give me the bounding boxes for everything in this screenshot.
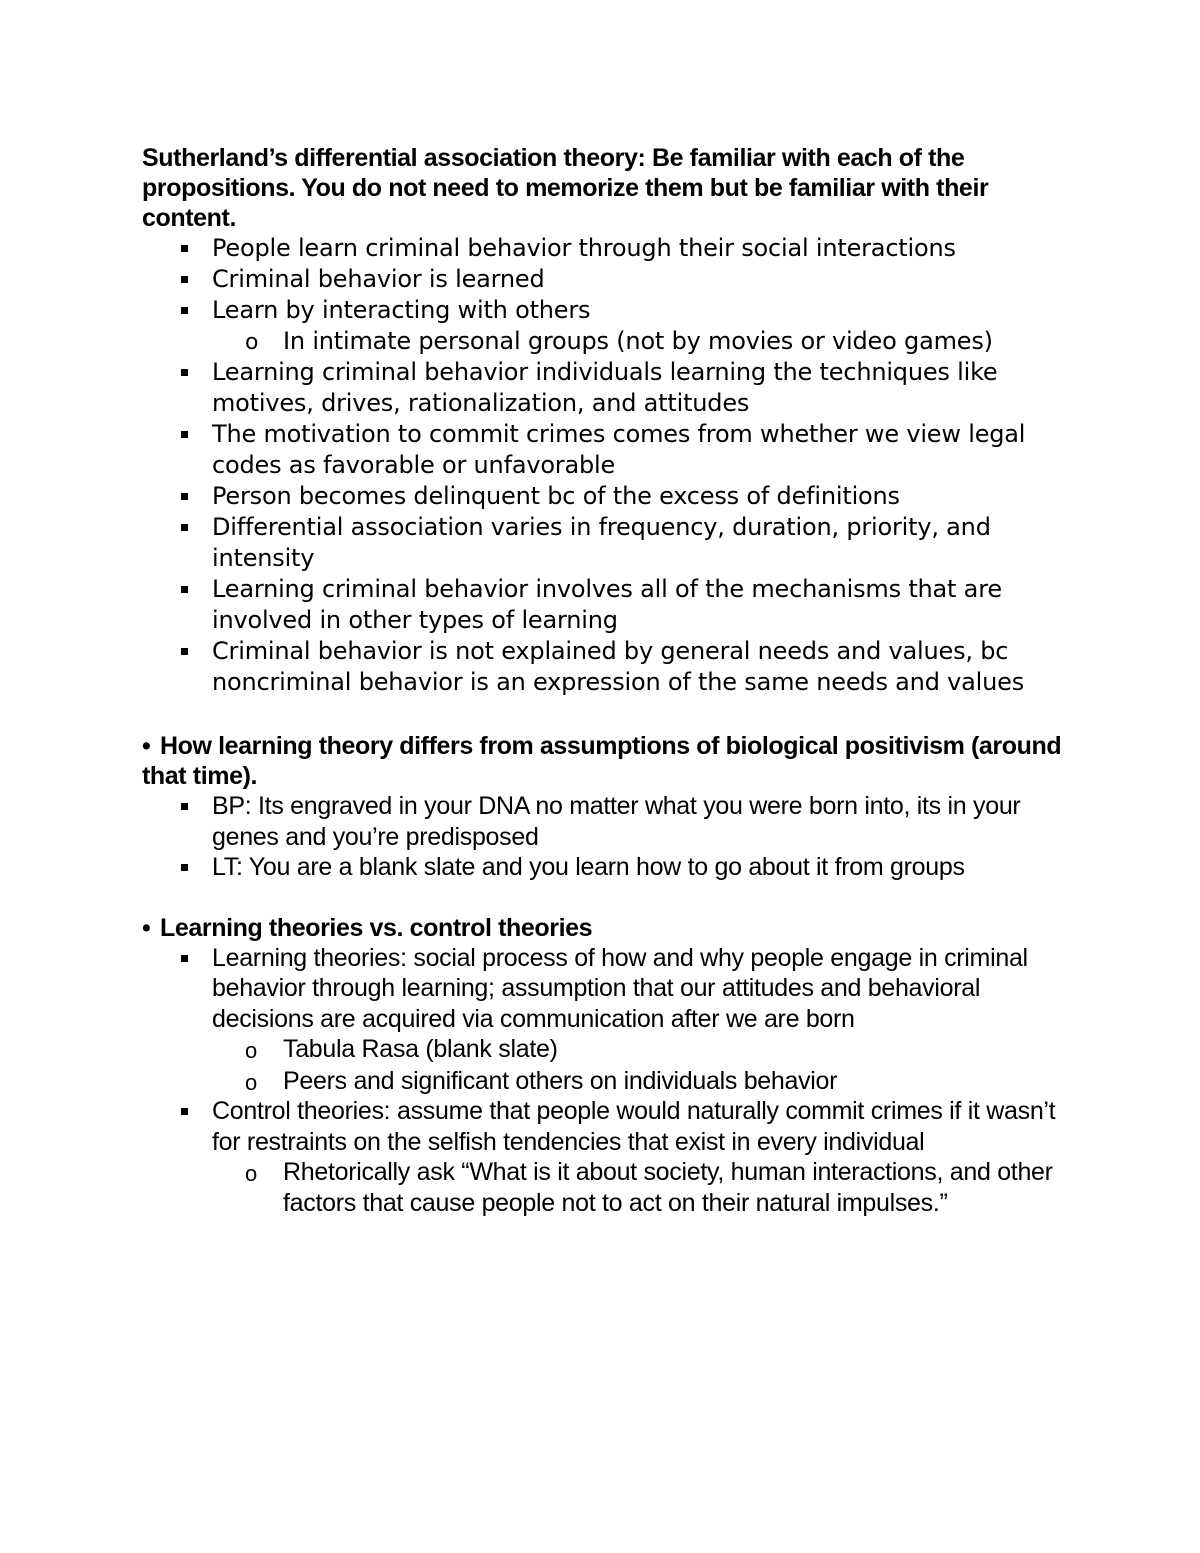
square-bullet-icon [181,586,188,593]
square-bullet-icon [181,955,188,962]
circle-bullet-icon: o [245,1069,257,1095]
section-heading: Sutherland’s differential association theory: Be familiar with each of the propositions. You do not need to memorize them but be familiar with their content. [142,144,989,232]
sub-list-item: o Rhetorically ask “What is it about society, human interactions, and other factors that cause people not to act on their natural impulses.” [245,1158,1053,1217]
circle-bullet-icon: o [245,330,259,355]
proposition-list [142,233,1072,698]
square-bullet-icon [181,431,188,438]
heading-bullet-icon: • [142,913,151,942]
list-item: Control theories: assume that people would naturally commit crimes if it wasn’t for restraints on the selfish tendencies that exist in every individual o Rhetorically ask “What is it about society, human interactions, and other factors that cause people not to act on their natural impulses.” [142,1096,1072,1218]
list-item: Differential association varies in frequency, duration, priority, and intensity [142,512,1072,574]
list-item: LT: You are a blank slate and you learn how to go about it from groups [142,852,1072,883]
heading-bullet-icon: • [142,732,151,760]
sub-list-item: o Peers and significant others on individuals behavior [245,1066,838,1095]
list-item: Learning criminal behavior individuals learning the techniques like motives, drives, rationalization, and attitudes [142,357,1072,419]
list-item: BP: Its engraved in your DNA no matter what you were born into, its in your genes and you’re predisposed [142,791,1072,852]
list-item: Learning theories: social process of how and why people engage in criminal behavior through learning; assumption that our attitudes and behavioral decisions are acquired via communication after we are born o Tabula Rasa (blank slate) o Peers and significant others on individuals behavior [142,943,1072,1097]
square-bullet-icon [181,524,188,531]
section-heading: • Learning theories vs. control theories [142,913,593,942]
circle-bullet-icon: o [245,1038,257,1063]
list-item: Criminal behavior is learned [142,264,1072,295]
theory-list [142,943,1072,1219]
sub-list-item: o Tabula Rasa (blank slate) [245,1035,558,1063]
list-item: Learning criminal behavior involves all of the mechanisms that are involved in other types of learning [142,574,1072,636]
square-bullet-icon [181,803,188,810]
comparison-list [142,791,1072,883]
list-item: Criminal behavior is not explained by general needs and values, bc noncriminal behavior is an expression of the same needs and values [142,636,1072,698]
list-item: The motivation to commit crimes comes from whether we view legal codes as favorable or unfavorable [142,419,1072,481]
square-bullet-icon [181,245,188,252]
sub-list [212,1157,1072,1218]
list-item: Person becomes delinquent bc of the excess of definitions [142,481,1072,512]
section-heading: • How learning theory differs from assumptions of biological positivism (around that time). [142,732,1062,790]
square-bullet-icon [181,493,188,500]
section-differential-association [142,143,1072,698]
square-bullet-icon [181,1108,188,1115]
sub-list-item: o In intimate personal groups (not by movies or video games) [245,327,993,355]
square-bullet-icon [181,864,188,871]
square-bullet-icon [181,369,188,376]
square-bullet-icon [181,276,188,283]
document-page [142,143,1072,1218]
list-item: People learn criminal behavior through their social interactions [142,233,1072,264]
circle-bullet-icon: o [245,1161,257,1186]
sub-list [212,326,1072,357]
section-learning-vs-control [142,913,1072,1219]
sub-list [212,1034,1072,1096]
section-learning-vs-biological [142,731,1072,883]
square-bullet-icon [181,648,188,655]
square-bullet-icon [181,307,188,314]
list-item: Learn by interacting with others o In intimate personal groups (not by movies or video games) [142,295,1072,357]
